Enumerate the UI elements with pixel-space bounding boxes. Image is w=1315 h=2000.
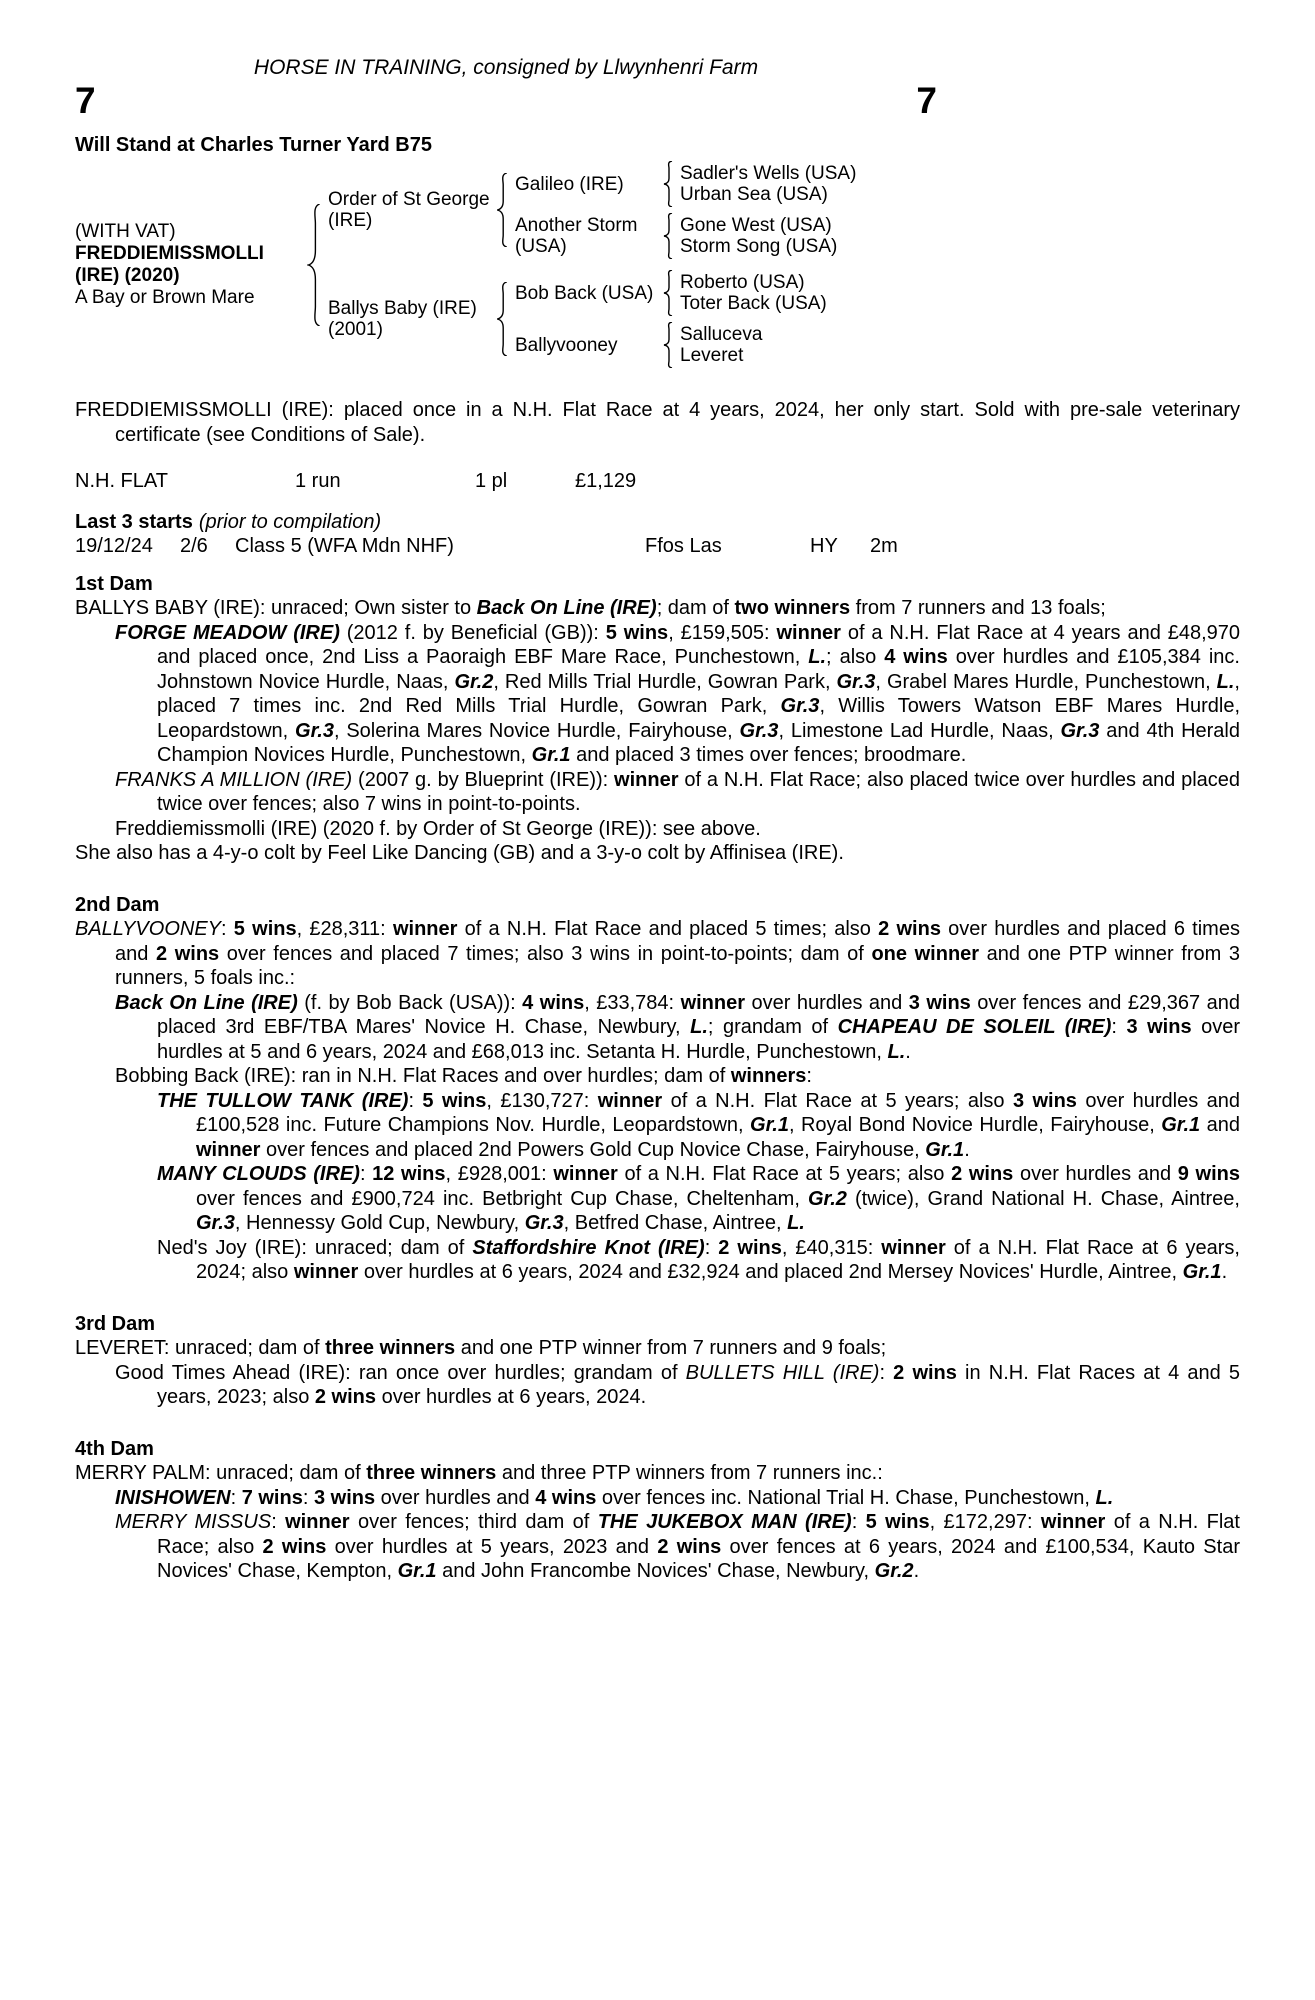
pedigree-brace-icon bbox=[663, 213, 673, 259]
pedigree-brace-icon bbox=[663, 161, 673, 207]
text-run: Gr.2 bbox=[807, 1187, 847, 1210]
text-run: and John Francombe Novices' Chase, Newbury, bbox=[436, 1560, 875, 1582]
last-starts-label: Last 3 starts bbox=[75, 510, 193, 533]
text-run: over hurdles and bbox=[1013, 1163, 1178, 1185]
text-run: CHAPEAU DE SOLEIL (IRE) bbox=[837, 1016, 1112, 1038]
pedigree-text-paragraph bbox=[75, 841, 1240, 866]
text-run: (2012 f. by Beneficial (GB)): bbox=[339, 621, 606, 644]
pedigree-text-paragraph bbox=[75, 1361, 1240, 1410]
text-run: of a N.H. Flat Race at 4 years and £48,970 and placed once, 2nd Liss a Paoraigh EBF Mare Race, Punchestown, bbox=[157, 621, 1240, 668]
text-run: , £928,001: bbox=[445, 1163, 554, 1185]
text-run: over fences at 6 years, 2024 and £100,534, Kauto Star Novices' Chase, Kempton, bbox=[157, 1535, 1240, 1582]
text-run: 5 wins bbox=[422, 1089, 487, 1112]
text-run: 5 wins bbox=[233, 918, 297, 940]
great-grandparent-name: Toter Back (USA) bbox=[680, 293, 827, 314]
text-run: Gr.3 bbox=[739, 719, 779, 742]
pedigree-text-paragraph bbox=[75, 1461, 1240, 1486]
text-run: LEVERET: unraced; dam of bbox=[75, 1337, 326, 1359]
pedigree-text-paragraph bbox=[75, 1336, 1240, 1361]
last-starts-rows bbox=[75, 534, 1240, 559]
last-start-course: Ffos Las bbox=[645, 535, 722, 557]
text-run: from 7 runners and 13 foals; bbox=[850, 597, 1106, 619]
ancestor-name: Galileo (IRE) bbox=[515, 173, 624, 195]
text-run: L. bbox=[887, 1040, 906, 1063]
text-run: , Solerina Mares Novice Hurdle, Fairyhouse, bbox=[333, 719, 740, 742]
text-run: L. bbox=[690, 1016, 708, 1038]
text-run: over fences and placed 2nd Powers Gold Cup Novice Chase, Fairyhouse, bbox=[260, 1138, 926, 1161]
pedigree-text-paragraph bbox=[75, 917, 1240, 991]
ancestor-branch bbox=[515, 161, 856, 207]
text-run: : bbox=[408, 1089, 423, 1112]
text-run: BALLYS BABY (IRE): unraced; Own sister to bbox=[75, 597, 477, 619]
text-run: winner bbox=[285, 1511, 350, 1533]
text-run: winner bbox=[881, 1236, 946, 1259]
text-run: Back On Line (IRE) bbox=[115, 991, 298, 1014]
text-run: winner bbox=[614, 768, 679, 791]
pedigree-brace-icon bbox=[496, 282, 508, 356]
text-run: (twice), Grand National H. Chase, Aintree, bbox=[846, 1187, 1240, 1210]
lot-number-left: 7 bbox=[75, 80, 96, 121]
text-run: over fences; third dam of bbox=[349, 1511, 598, 1533]
text-run: and 4th Herald Champion Novices Hurdle, Punchestown, bbox=[157, 719, 1240, 766]
text-run: FRANKS A MILLION (IRE) bbox=[115, 768, 353, 791]
text-run: and placed 3 times over fences; broodmare. bbox=[570, 744, 967, 766]
text-run: ; dam of bbox=[656, 597, 735, 619]
pedigree-text-paragraph bbox=[75, 1064, 1240, 1089]
text-run: over hurdles at 5 years, 2023 and bbox=[326, 1535, 658, 1558]
pedigree-text-paragraph bbox=[75, 991, 1240, 1065]
text-run: winner bbox=[392, 918, 458, 940]
last-start-date: 19/12/24 bbox=[75, 535, 153, 557]
text-run: 3 wins bbox=[908, 991, 971, 1014]
text-run: : bbox=[359, 1163, 373, 1185]
ancestor-branch bbox=[515, 213, 856, 259]
lot-number-row bbox=[75, 80, 937, 121]
text-run: , Willis Towers Watson EBF Mares Hurdle, Leopardstown, bbox=[157, 695, 1241, 742]
text-run: . bbox=[1221, 1261, 1228, 1283]
text-run: , Hennessy Gold Cup, Newbury, bbox=[234, 1212, 525, 1234]
text-run: INISHOWEN bbox=[115, 1486, 231, 1509]
text-run: THE TULLOW TANK (IRE) bbox=[157, 1089, 409, 1112]
text-run: 3 wins bbox=[1012, 1089, 1077, 1112]
text-run: of a N.H. Flat Race and placed 5 times; also bbox=[457, 918, 879, 940]
text-run: L. bbox=[1095, 1486, 1114, 1509]
last-starts-note: (prior to compilation) bbox=[198, 510, 382, 533]
text-run: Good Times Ahead (IRE): ran once over hurdles; grandam of bbox=[115, 1361, 686, 1384]
text-run: 5 wins bbox=[605, 621, 669, 644]
dam-section-heading: 2nd Dam bbox=[75, 893, 160, 916]
text-run: MERRY PALM: unraced; dam of bbox=[75, 1462, 367, 1484]
great-grandparent-name: Storm Song (USA) bbox=[680, 236, 838, 257]
text-run: ; grandam of bbox=[707, 1016, 838, 1038]
text-run: over hurdles and bbox=[375, 1486, 536, 1509]
vat-note: (WITH VAT) bbox=[75, 220, 176, 242]
text-run: 2 wins bbox=[657, 1535, 722, 1558]
text-run: Gr.1 bbox=[925, 1138, 965, 1161]
dam-sections bbox=[75, 572, 1240, 1584]
text-run: Gr.2 bbox=[454, 670, 494, 693]
last-start-row bbox=[75, 534, 1240, 559]
text-run: FORGE MEADOW (IRE) bbox=[115, 621, 340, 644]
page-header bbox=[75, 56, 937, 157]
text-run: , £33,784: bbox=[584, 991, 681, 1014]
pedigree-text-paragraph bbox=[75, 768, 1240, 817]
dam-branch bbox=[328, 270, 856, 368]
text-run: , £172,297: bbox=[929, 1511, 1041, 1533]
text-run: Gr.3 bbox=[780, 695, 820, 717]
text-run: : bbox=[851, 1511, 866, 1533]
text-run: 2 wins bbox=[262, 1535, 327, 1558]
last-start-race: Class 5 (WFA Mdn NHF) bbox=[235, 535, 454, 557]
dam-section-heading: 3rd Dam bbox=[75, 1312, 156, 1335]
ancestor-branch bbox=[515, 322, 827, 368]
text-run: over hurdles at 5 and 6 years, 2024 and £68,013 inc. Setanta H. Hurdle, Punchestown, bbox=[157, 1016, 1241, 1063]
text-run: of a N.H. Flat Race; also bbox=[157, 1511, 1240, 1558]
text-run: : bbox=[302, 1486, 314, 1509]
pedigree-tree bbox=[75, 161, 937, 368]
text-run: winner bbox=[196, 1138, 261, 1161]
text-run: , Limestone Lad Hurdle, Naas, bbox=[778, 719, 1061, 742]
text-run: and one PTP winner from 7 runners and 9 foals; bbox=[455, 1337, 887, 1359]
ancestor-name: Bob Back (USA) bbox=[515, 282, 654, 304]
text-run: 2 wins bbox=[893, 1361, 957, 1384]
great-grandparent-name: Gone West (USA) bbox=[680, 215, 832, 236]
text-run: and bbox=[1200, 1114, 1240, 1136]
text-run: winners bbox=[730, 1065, 807, 1087]
text-run: Gr.3 bbox=[295, 719, 334, 742]
text-run: 12 wins bbox=[372, 1163, 446, 1185]
great-grandparent-name: Leveret bbox=[680, 345, 744, 366]
text-run: Bobbing Back (IRE): ran in N.H. Flat Races and over hurdles; dam of bbox=[115, 1065, 731, 1087]
text-run: over hurdles at 6 years, 2024 and £32,924 and placed 2nd Mersey Novices' Hurdle, Aintree, bbox=[358, 1261, 1183, 1283]
pedigree-text-paragraph bbox=[75, 1486, 1240, 1511]
lot-number-right: 7 bbox=[916, 80, 937, 121]
text-run: (f. by Bob Back (USA)): bbox=[297, 991, 523, 1014]
text-run: three winners bbox=[366, 1462, 497, 1484]
text-run: 2 wins bbox=[314, 1386, 377, 1408]
text-run: over fences and £29,367 and placed 3rd EBF/TBA Mares' Novice H. Chase, Newbury, bbox=[157, 991, 1240, 1038]
text-run: Gr.3 bbox=[836, 670, 876, 693]
text-run: Gr.3 bbox=[196, 1212, 235, 1234]
text-run: of a N.H. Flat Race at 5 years; also bbox=[662, 1089, 1013, 1112]
text-run: 2 wins bbox=[951, 1163, 1014, 1185]
text-run: over hurdles and £105,384 inc. Johnstown Novice Hurdle, Naas, bbox=[157, 646, 1240, 693]
text-run: Gr.3 bbox=[524, 1212, 564, 1234]
great-grandparent-name: Roberto (USA) bbox=[680, 272, 805, 293]
text-run: . bbox=[913, 1560, 920, 1582]
text-run: two winners bbox=[734, 597, 851, 619]
text-run: of a N.H. Flat Race; also placed twice over hurdles and placed twice over fences; also 7 wins in point-to-points. bbox=[157, 768, 1241, 815]
great-grandparent-name: Salluceva bbox=[680, 324, 763, 345]
text-run: : bbox=[1111, 1016, 1127, 1038]
text-run: , Red Mills Trial Hurdle, Gowran Park, bbox=[493, 670, 837, 693]
subject-suffix: (IRE) (2020) bbox=[75, 264, 180, 286]
text-run: winner bbox=[597, 1089, 663, 1112]
sire-name: Order of St George (IRE) bbox=[328, 189, 490, 231]
text-run: winner bbox=[553, 1163, 618, 1185]
pedigree-brace-icon bbox=[663, 322, 673, 368]
text-run: BULLETS HILL (IRE) bbox=[685, 1361, 880, 1384]
text-run: Gr.1 bbox=[531, 744, 571, 766]
text-run: L. bbox=[1216, 670, 1235, 693]
race-summary-paragraph bbox=[75, 398, 1240, 447]
text-run: 4 wins bbox=[535, 1486, 597, 1509]
text-run: 7 wins bbox=[241, 1486, 303, 1509]
race-earnings: £1,129 bbox=[575, 470, 637, 492]
text-run: , £28,311: bbox=[296, 918, 393, 940]
pedigree-brace-icon bbox=[307, 204, 321, 326]
text-run: over hurdles and placed 6 times and bbox=[115, 918, 1240, 965]
last-starts-heading bbox=[75, 510, 1240, 535]
text-run: : bbox=[879, 1361, 894, 1384]
text-run: winner bbox=[293, 1261, 359, 1283]
text-run: FREDDIEMISSMOLLI (IRE): placed once in a N.H. Flat Race at 4 years, 2024, her only start. Sold with pre-sale veterinary certificate (see Conditions of Sale). bbox=[75, 399, 1240, 446]
race-placings-count: 1 pl bbox=[475, 470, 508, 492]
catalogue-body bbox=[75, 398, 1240, 1584]
great-grandparent-name: Sadler's Wells (USA) bbox=[680, 163, 857, 184]
text-run: She also has a 4-y-o colt by Feel Like Dancing (GB) and a 3-y-o colt by Affinisea (IRE). bbox=[75, 842, 844, 864]
text-run: Gr.1 bbox=[1182, 1261, 1222, 1283]
last-start-going: HY bbox=[810, 535, 838, 557]
ancestor-name: Ballyvooney bbox=[515, 334, 618, 356]
ancestor-branch bbox=[515, 270, 827, 316]
text-run: L. bbox=[808, 646, 827, 668]
ancestor-name: Another Storm (USA) bbox=[515, 215, 638, 257]
pedigree-generation-1 bbox=[328, 161, 856, 368]
text-run: MERRY MISSUS bbox=[115, 1511, 272, 1533]
race-record-row bbox=[75, 469, 1240, 494]
pedigree-text-paragraph bbox=[75, 1089, 1240, 1163]
race-category: N.H. FLAT bbox=[75, 470, 168, 492]
text-run: over hurdles at 6 years, 2024. bbox=[376, 1386, 647, 1408]
text-run: of a N.H. Flat Race at 6 years, 2024; also bbox=[196, 1236, 1240, 1283]
text-run: over hurdles and bbox=[745, 991, 909, 1014]
text-run: : bbox=[704, 1236, 719, 1259]
last-start-position: 2/6 bbox=[180, 535, 208, 557]
text-run: Staffordshire Knot (IRE) bbox=[472, 1236, 705, 1259]
pedigree-text-paragraph bbox=[75, 596, 1240, 621]
text-run: 9 wins bbox=[1177, 1163, 1240, 1185]
text-run: , Betfred Chase, Aintree, bbox=[563, 1212, 788, 1234]
pedigree-text-paragraph bbox=[75, 1236, 1240, 1285]
text-run: . bbox=[964, 1138, 970, 1161]
sire-branch bbox=[328, 161, 856, 259]
text-run: over fences and placed 7 times; also 3 wins in point-to-points; dam of bbox=[219, 942, 872, 965]
consignment-title: HORSE IN TRAINING, consigned by Llwynhenri Farm bbox=[253, 56, 759, 79]
text-run: , placed 7 times inc. 2nd Red Mills Trial Hurdle, Gowran Park, bbox=[157, 670, 1240, 717]
text-run: over fences inc. National Trial H. Chase, Punchestown, bbox=[596, 1486, 1096, 1509]
text-run: , £130,727: bbox=[486, 1089, 598, 1112]
pedigree-text-paragraph bbox=[75, 1510, 1240, 1584]
text-run: winner bbox=[1040, 1511, 1106, 1533]
subject-name: FREDDIEMISSMOLLI bbox=[75, 242, 264, 264]
text-run: L. bbox=[787, 1212, 805, 1234]
text-run: . bbox=[905, 1040, 911, 1063]
pedigree-subject bbox=[75, 221, 307, 309]
text-run: , £159,505: bbox=[668, 621, 777, 644]
text-run: Back On Line (IRE) bbox=[476, 597, 657, 619]
text-run: Gr.1 bbox=[750, 1114, 789, 1136]
text-run: Gr.3 bbox=[1060, 719, 1100, 742]
text-run: over hurdles and £100,528 inc. Future Champions Nov. Hurdle, Leopardstown, bbox=[196, 1089, 1241, 1136]
text-run: 3 wins bbox=[313, 1486, 376, 1509]
text-run: and one PTP winner from 3 runners, 5 foals inc.: bbox=[115, 942, 1240, 989]
race-runs-count: 1 run bbox=[295, 470, 341, 492]
text-run: BALLYVOONEY bbox=[75, 918, 222, 940]
text-run: ; also bbox=[826, 646, 885, 668]
text-run: : bbox=[806, 1065, 812, 1087]
text-run: : bbox=[221, 918, 234, 940]
text-run: : bbox=[230, 1486, 242, 1509]
text-run: Gr.1 bbox=[1161, 1114, 1201, 1136]
text-run: 2 wins bbox=[878, 918, 941, 940]
pedigree-text-paragraph bbox=[75, 817, 1240, 842]
dam-section-heading: 4th Dam bbox=[75, 1437, 154, 1460]
text-run: Gr.1 bbox=[397, 1560, 437, 1582]
text-run: one winner bbox=[871, 942, 980, 965]
text-run: (2007 g. by Blueprint (IRE)): bbox=[352, 768, 615, 791]
text-run: winner bbox=[680, 991, 746, 1014]
text-run: 4 wins bbox=[522, 991, 585, 1014]
text-run: in N.H. Flat Races at 4 and 5 years, 2023; also bbox=[157, 1361, 1240, 1408]
pedigree-brace-icon bbox=[496, 173, 508, 247]
great-grandparent-name: Urban Sea (USA) bbox=[680, 184, 828, 205]
text-run: three winners bbox=[325, 1337, 456, 1359]
text-run: Freddiemissmolli (IRE) (2020 f. by Order of St George (IRE)): see above. bbox=[115, 817, 761, 840]
text-run: and three PTP winners from 7 runners inc.: bbox=[496, 1462, 883, 1484]
text-run: , £40,315: bbox=[781, 1236, 882, 1259]
pedigree-brace-icon bbox=[663, 270, 673, 316]
pedigree-text-paragraph bbox=[75, 1162, 1240, 1236]
last-start-distance: 2m bbox=[870, 535, 898, 557]
text-run: 5 wins bbox=[865, 1511, 930, 1533]
text-run: THE JUKEBOX MAN (IRE) bbox=[597, 1511, 852, 1533]
pedigree-text-paragraph bbox=[75, 621, 1240, 768]
text-run: Ned's Joy (IRE): unraced; dam of bbox=[157, 1236, 473, 1259]
text-run: 4 wins bbox=[884, 646, 948, 668]
text-run: 2 wins bbox=[155, 942, 220, 965]
text-run: 2 wins bbox=[718, 1236, 782, 1259]
stand-location-line: Will Stand at Charles Turner Yard B75 bbox=[75, 134, 432, 156]
text-run: Gr.2 bbox=[874, 1560, 914, 1582]
text-run: MANY CLOUDS (IRE) bbox=[157, 1163, 360, 1185]
text-run: , Royal Bond Novice Hurdle, Fairyhouse, bbox=[788, 1114, 1162, 1136]
dam-name: Ballys Baby (IRE) (2001) bbox=[328, 298, 477, 340]
text-run: of a N.H. Flat Race at 5 years; also bbox=[617, 1163, 952, 1185]
text-run: winner bbox=[776, 621, 841, 644]
text-run: over fences and £900,724 inc. Betbright Cup Chase, Cheltenham, bbox=[196, 1187, 808, 1210]
text-run: : bbox=[271, 1511, 286, 1533]
subject-description: A Bay or Brown Mare bbox=[75, 286, 255, 308]
dam-section-heading: 1st Dam bbox=[75, 572, 153, 595]
text-run: , Grabel Mares Hurdle, Punchestown, bbox=[875, 670, 1217, 693]
text-run: 3 wins bbox=[1126, 1016, 1192, 1038]
